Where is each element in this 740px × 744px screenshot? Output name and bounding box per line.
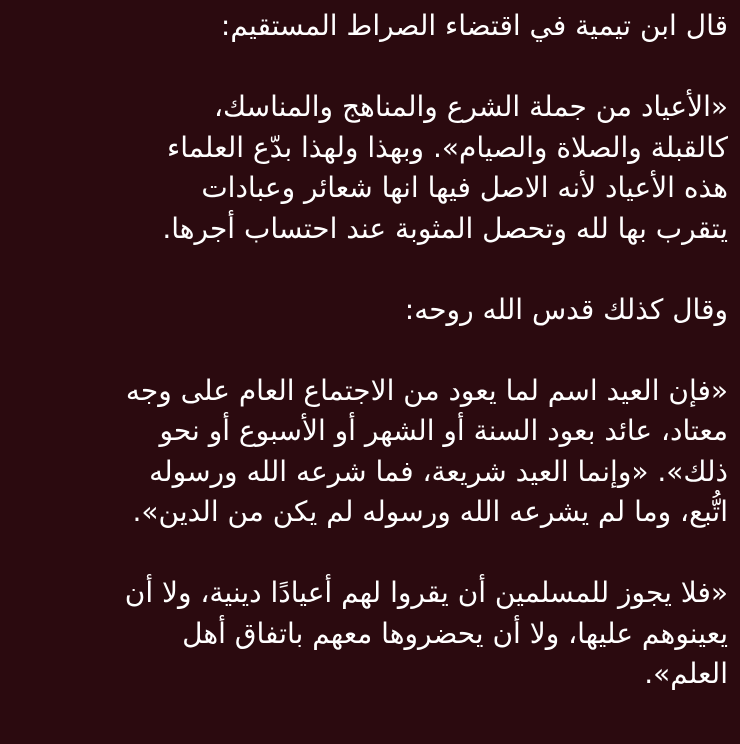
quote-1-line-1: «الأعياد من جملة الشرع والمناهج والمناسك، — [213, 90, 728, 123]
quote-2-line-1: «فإن العيد اسم لما يعود من الاجتماع العام على وجه — [125, 373, 728, 407]
quote-2-line-2: معتاد، عائد بعود السنة أو الشهر أو الأسبوع أو نحو — [159, 414, 728, 447]
paragraph-gap — [12, 330, 728, 371]
quote-1-line-4: يتقرب بها لله وتحصل المثوبة عند احتساب أجرها. — [162, 211, 728, 245]
paragraph-gap — [12, 249, 728, 290]
quote-2-line-3: ذلك». «وإنما العيد شريعة، فما شرعه الله ورسوله — [149, 454, 728, 488]
second-heading: وقال كذلك قدس الله روحه: — [404, 292, 728, 326]
quote-3-line-2: يعينوهم عليها، ولا أن يحضروها معهم باتفاق أهل — [182, 616, 728, 650]
paragraph-gap — [12, 47, 728, 88]
quote-2-line-4: اتُّبع، وما لم يشرعه الله ورسوله لم يكن من الدين». — [132, 495, 728, 528]
intro-heading: قال ابن تيمية في اقتضاء الصراط المستقيم: — [220, 9, 728, 42]
paragraph-gap — [12, 533, 728, 574]
quote-3-line-3: العلم». — [644, 657, 728, 690]
quote-3-line-1: «فلا يجوز للمسلمين أن يقروا لهم أعيادًا دينية، ولا أن — [124, 576, 728, 609]
quote-1-line-2: كالقبلة والصلاة والصيام». وبهذا ولهذا بدّع العلماء — [167, 130, 728, 164]
quote-1-line-3: هذه الأعياد لأنه الاصل فيها انها شعائر وعبادات — [201, 171, 728, 204]
